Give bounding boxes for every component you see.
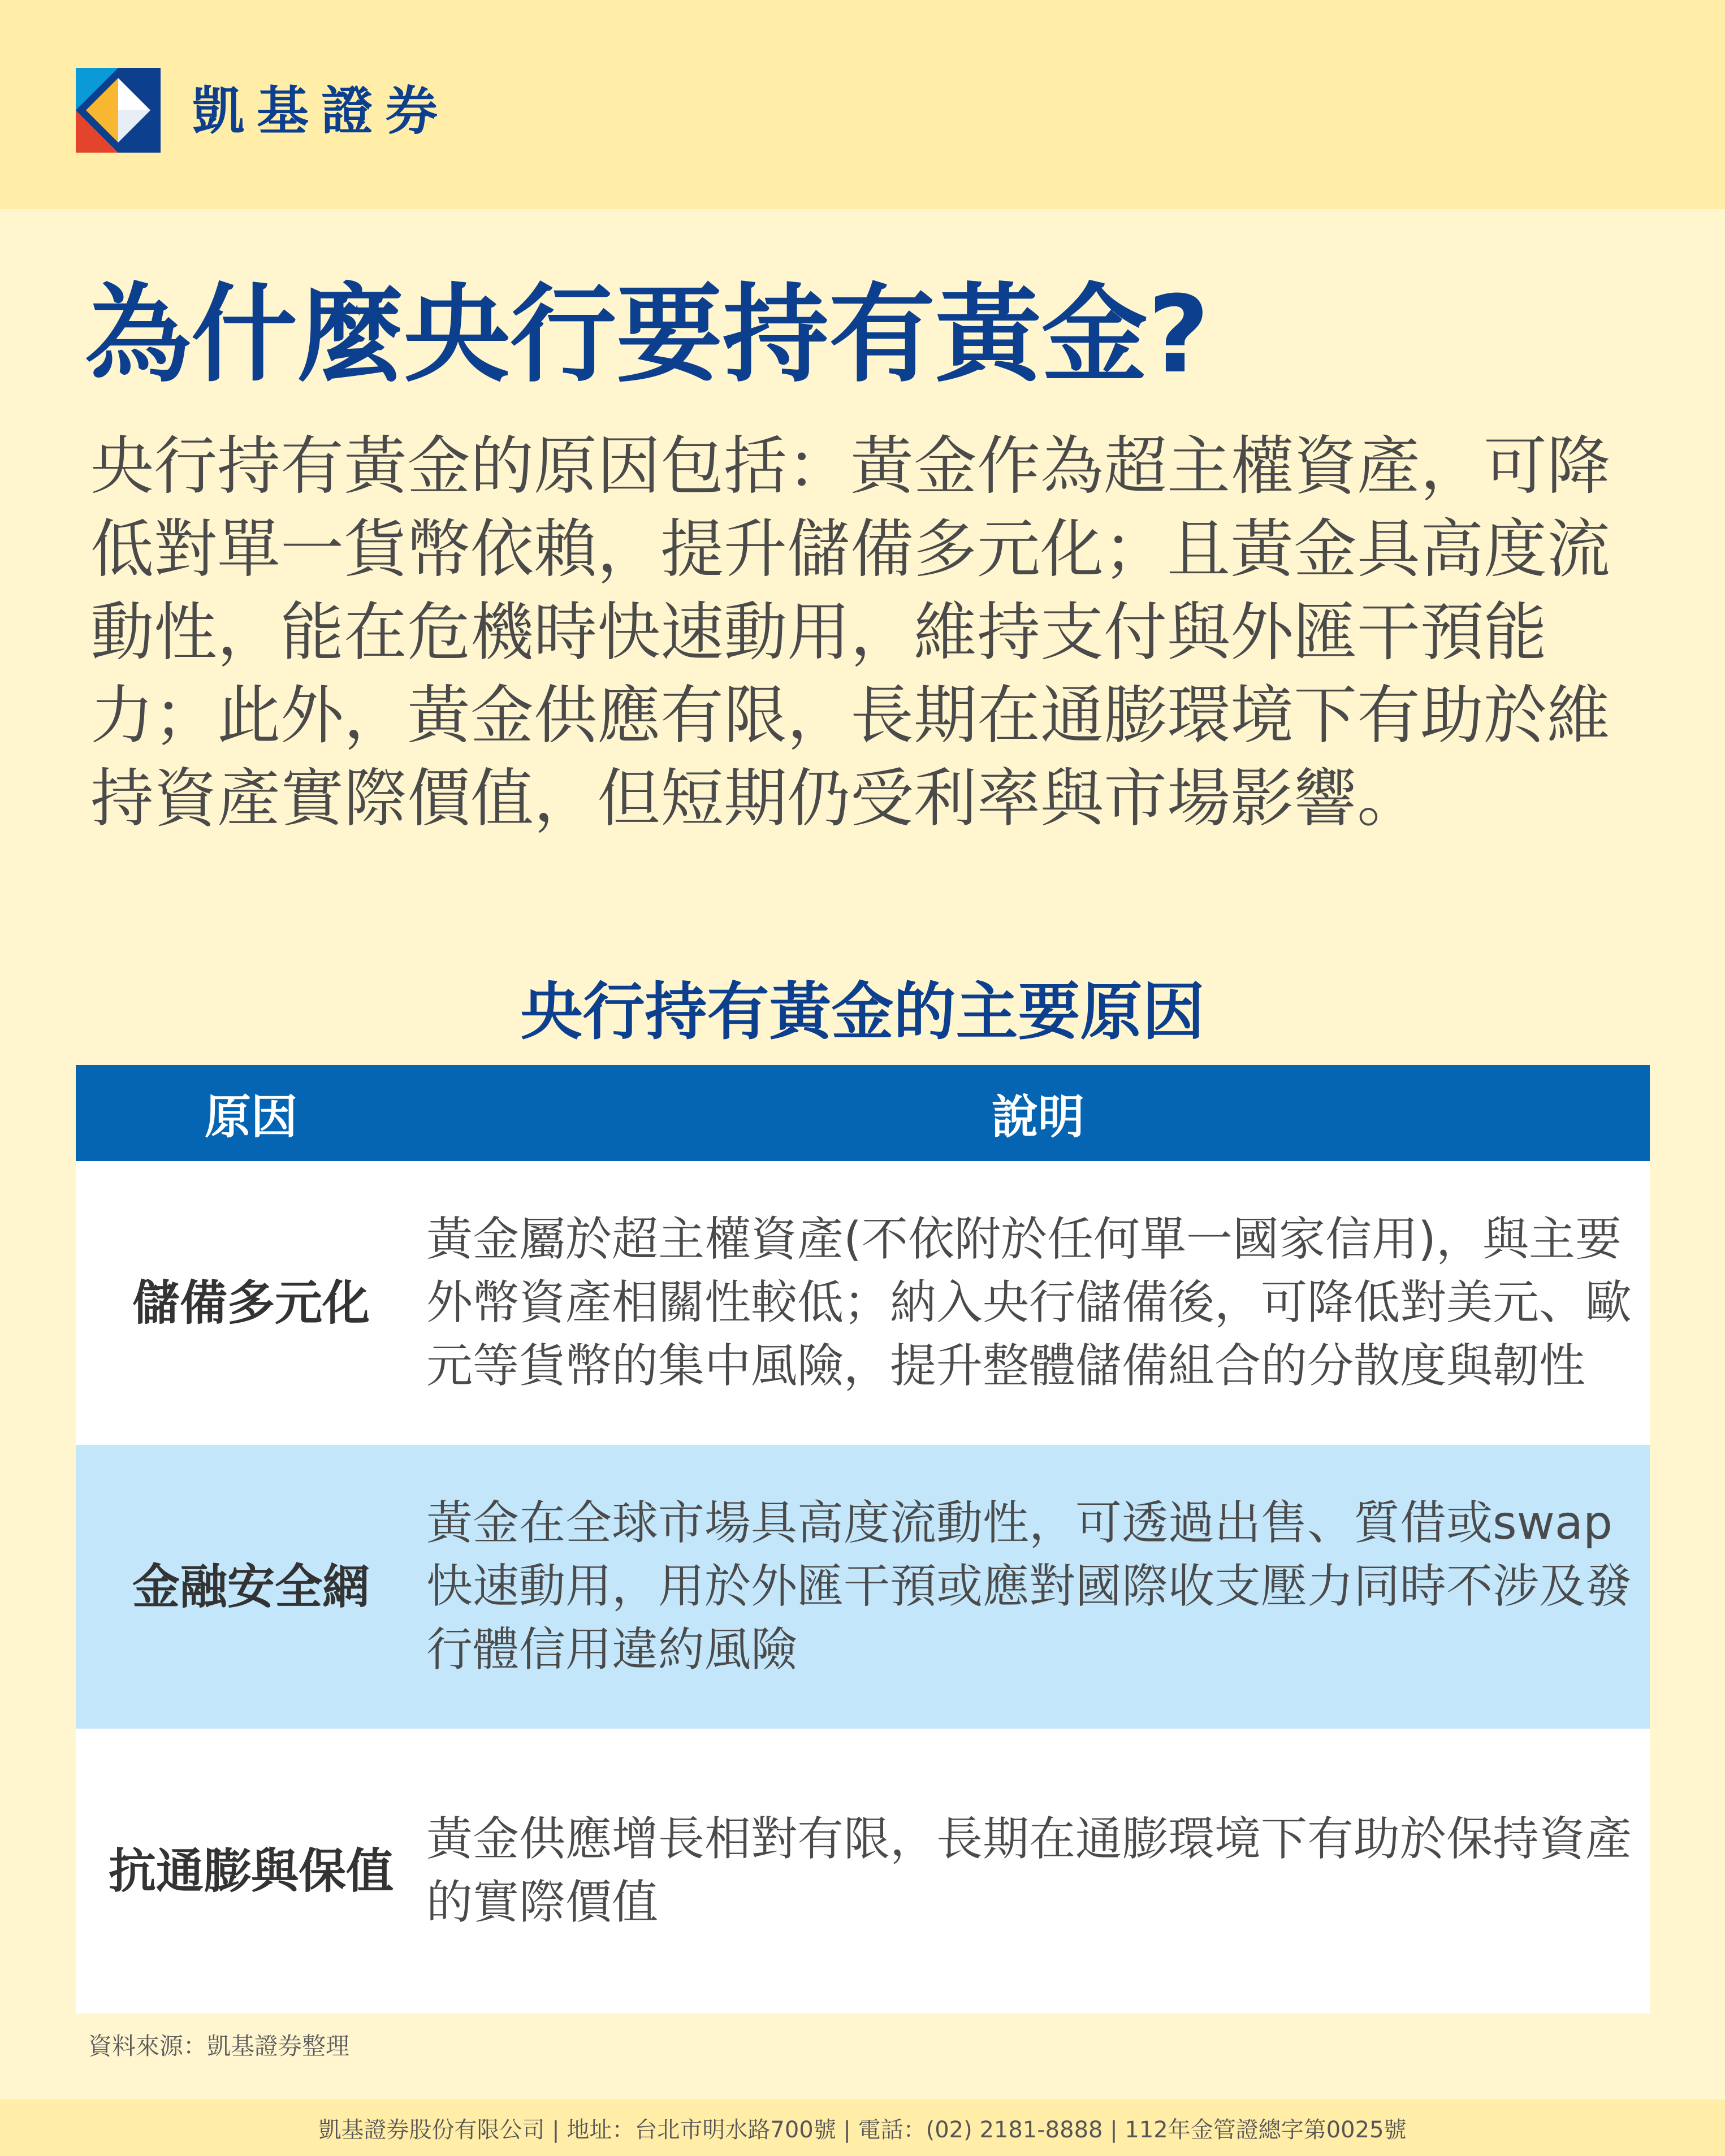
row-description: 黃金在全球市場具高度流動性，可透過出售、質借或swap快速動用，用於外匯干預或應對國際收支壓力同時不涉及發行體信用違約風險 xyxy=(426,1496,1632,1677)
table-title: 央行持有黃金的主要原因 xyxy=(520,976,1205,1048)
row-reason: 儲備多元化 xyxy=(132,1275,370,1331)
table-row xyxy=(76,1729,1650,2014)
row-reason: 金融安全網 xyxy=(132,1559,370,1614)
column-header-description: 說明 xyxy=(991,1090,1084,1144)
column-header-reason: 原因 xyxy=(204,1090,297,1144)
kgi-logo-icon xyxy=(76,68,161,153)
table-row xyxy=(76,1445,1650,1729)
table-header xyxy=(76,1065,1650,1161)
intro-paragraph: 央行持有黃金的原因包括：黃金作為超主權資產，可降低對單一貨幣依賴，提升儲備多元化；且黃金具高度流動性，能在危機時快速動用，維持支付與外匯干預能力；此外，黃金供應有限，長期在通膨環境下有助於維持資產實際價值，但短期仍受利率與市場影響。 xyxy=(90,430,1610,835)
footer-company-info: 凱基證券股份有限公司 | 地址：台北市明水路700號 | 電話：(02) 2181-8888 | 112年金管證總字第0025號 xyxy=(318,2116,1407,2143)
row-reason: 抗通膨與保值 xyxy=(108,1843,394,1899)
row-description: 黃金供應增長相對有限，長期在通膨環境下有助於保持資產的實際價值 xyxy=(426,1812,1632,1929)
table-row xyxy=(76,1161,1650,1445)
footer-band xyxy=(0,2099,1725,2156)
page-title: 為什麼央行要持有黃金? xyxy=(85,273,1210,397)
reasons-table xyxy=(76,1065,1650,2014)
brand-name: 凱基證券 xyxy=(192,81,451,141)
row-description: 黃金屬於超主權資產(不依附於任何單一國家信用)，與主要外幣資產相關性較低；納入央行儲備後，可降低對美元、歐元等貨幣的集中風險，提升整體儲備組合的分散度與韌性 xyxy=(426,1213,1632,1393)
data-source-note: 資料來源：凱基證券整理 xyxy=(88,2032,350,2060)
